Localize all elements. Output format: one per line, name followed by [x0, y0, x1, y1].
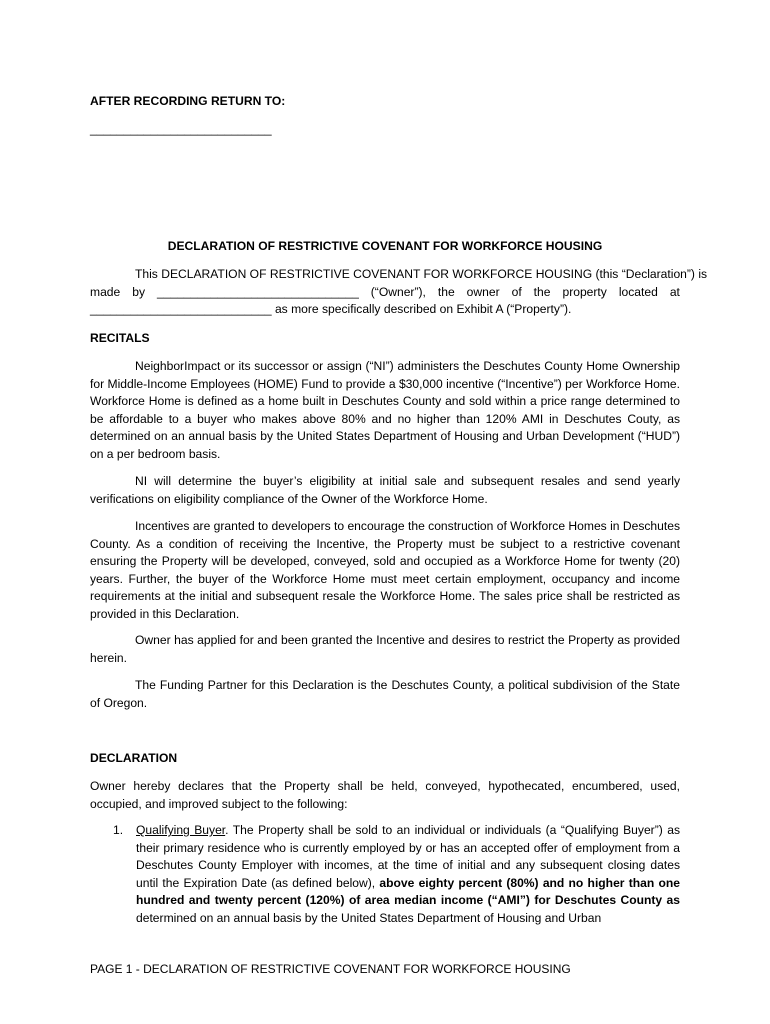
intro-word: located: [618, 284, 658, 299]
list-item-text: . The Property shall be sold to an individual or individuals (a “Qualifying Buyer”) as their primary residence who is currently employed by or has an accepted offer of employment from a Deschutes County Employer with incomes, at the time of initial and any subsequent closing dates until the Expiration Date (as defined below),: [136, 823, 680, 890]
intro-word: of: [511, 284, 522, 299]
recital-paragraph-1: NeighborImpact or its successor or assign (“NI”) administers the Deschutes County Home Ownership for Middle-Income Employees (HOME) Fund to provide a $30,000 incentive (“Incentive”) per Workforce Home. Workforce Home is defined as a home built in Deschutes County and sold within a price range determined to be affordable to a buyer who makes above 80% and no higher than 120% AMI in Deschutes Couty, as determined on an annual basis by the United States Department of Housing and Urban Development (“HUD”) on a per bedroom basis.: [90, 359, 680, 461]
recital-paragraph-4: Owner has applied for and been granted the Incentive and desires to restrict the Property as provided herein.: [90, 633, 680, 665]
recital-paragraph-3: Incentives are granted to developers to encourage the construction of Workforce Homes in Deschutes County. As a condition of receiving the Incentive, the Property must be subject to a restrictive covenant ensuring the Property will be developed, conveyed, sold and occupied as a Workforce Home for twenty (20) years. Further, the buyer of the Workforce Home must meet certain employment, occupancy and income requirements at the initial and subsequent resale the Workforce Home. The sales price shall be restricted as provided in this Declaration.: [90, 519, 680, 621]
intro-word: property: [562, 284, 607, 299]
declaration-paragraph: Owner hereby declares that the Property shall be held, conveyed, hypothecated, encumbered, used, occupied, and improved subject to the following:: [90, 779, 680, 811]
income-requirement-text: above eighty percent (80%) and no higher than one hundred and twenty percent (120%) of area median income (“AMI”) for Deschutes County as: [136, 875, 680, 908]
intro-word: by: [132, 284, 146, 299]
intro-line-1: This DECLARATION OF RESTRICTIVE COVENANT FOR WORKFORCE HOUSING (this “Declaration”) is: [135, 267, 708, 281]
intro-line-2: [90, 284, 680, 302]
return-to-blank-line: ___________________________: [90, 122, 272, 136]
declaration-heading: DECLARATION: [90, 751, 178, 765]
intro-word: made: [90, 284, 121, 299]
page-footer: PAGE 1 - DECLARATION OF RESTRICTIVE COVENANT FOR WORKFORCE HOUSING: [90, 962, 571, 976]
intro-line-3: ___________________________ as more specifically described on Exhibit A (“Property”).: [90, 302, 572, 317]
recital-paragraph-2: NI will determine the buyer’s eligibility at initial sale and subsequent resales and send yearly verifications on eligibility compliance of the Owner of the Workforce Home.: [90, 474, 680, 506]
intro-word: the: [437, 284, 455, 299]
qualifying-buyer-term: Qualifying Buyer: [136, 823, 226, 837]
list-item-body: [136, 822, 680, 928]
document-title: DECLARATION OF RESTRICTIVE COVENANT FOR WORKFORCE HOUSING: [167, 239, 603, 253]
intro-word: the: [533, 284, 551, 299]
intro-paragraph: [90, 266, 708, 319]
owner-name-blank: ______________________________: [157, 284, 359, 299]
intro-word: owner: [466, 284, 500, 299]
return-to-label: AFTER RECORDING RETURN TO:: [90, 94, 286, 108]
intro-word: at: [669, 284, 680, 299]
list-item-text-continued: determined on an annual basis by the United States Department of Housing and Urban: [136, 910, 602, 925]
recitals-heading: RECITALS: [90, 331, 150, 345]
list-item-number: 1.: [113, 823, 124, 837]
recital-paragraph-5: The Funding Partner for this Declaration is the Deschutes County, a political subdivision of the State of Oregon.: [90, 678, 680, 710]
intro-word: (“Owner”),: [370, 284, 426, 299]
